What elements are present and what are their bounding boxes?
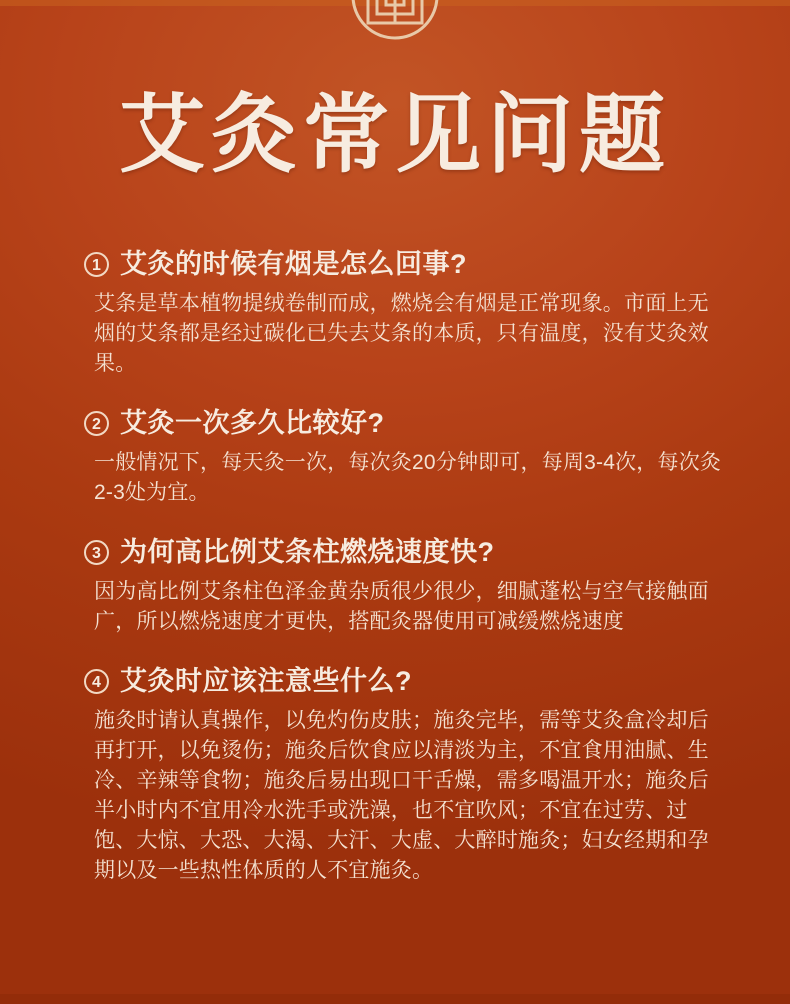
faq-question: 艾灸一次多久比较好? (120, 407, 385, 438)
faq-item (84, 405, 724, 508)
faq-question-row (84, 534, 724, 570)
faq-question: 艾灸时应该注意些什么? (120, 666, 412, 696)
faq-answer: 一般情况下，每天灸一次，每次灸20分钟即可，每周3-4次，每次灸2-3处为宜。 (94, 451, 722, 505)
faq-item (84, 246, 724, 379)
decorative-medallion-icon (336, 0, 454, 58)
faq-question-row (84, 663, 724, 699)
faq-answer: 施灸时请认真操作，以免灼伤皮肤；施灸完毕，需等艾灸盒冷却后再打开，以免烫伤；施灸后饮食应以清淡为主，不宜食用油腻、生冷、辛辣等食物；施灸后易出现口干舌燥，需多喝温开水；施灸后半小时内不宜用冷水洗手或洗澡，也不宜吹风；不宜在过劳、过饱、大惊、大恐、大渴、大汗、大虚、大醉时施灸；妇女经期和孕期以及一些热性体质的人不宜施灸。 (94, 709, 709, 882)
faq-answer: 因为高比例艾条柱色泽金黄杂质很少很少，细腻蓬松与空气接触面广，所以燃烧速度才更快，搭配灸器使用可减缓燃烧速度 (94, 580, 709, 634)
faq-question: 艾灸的时候有烟是怎么回事? (120, 249, 467, 279)
faq-answer: 艾条是草本植物提绒卷制而成，燃烧会有烟是正常现象。市面上无烟的艾条都是经过碳化已失去艾条的本质，只有温度，没有艾灸效果。 (94, 292, 709, 376)
faq-number-badge: 3 (84, 540, 109, 565)
faq-question: 为何高比例艾条柱燃烧速度快? (120, 536, 495, 567)
faq-number-badge: 4 (84, 669, 109, 694)
faq-question-row (84, 405, 724, 441)
page-title: 艾灸常见问题 (119, 87, 671, 183)
faq-list (84, 246, 724, 885)
faq-item (84, 534, 724, 637)
faq-number-badge: 2 (84, 411, 109, 436)
faq-item (84, 663, 724, 885)
faq-number-badge: 1 (84, 252, 109, 277)
bottom-divider (0, 994, 790, 1004)
faq-question-row (84, 246, 724, 282)
